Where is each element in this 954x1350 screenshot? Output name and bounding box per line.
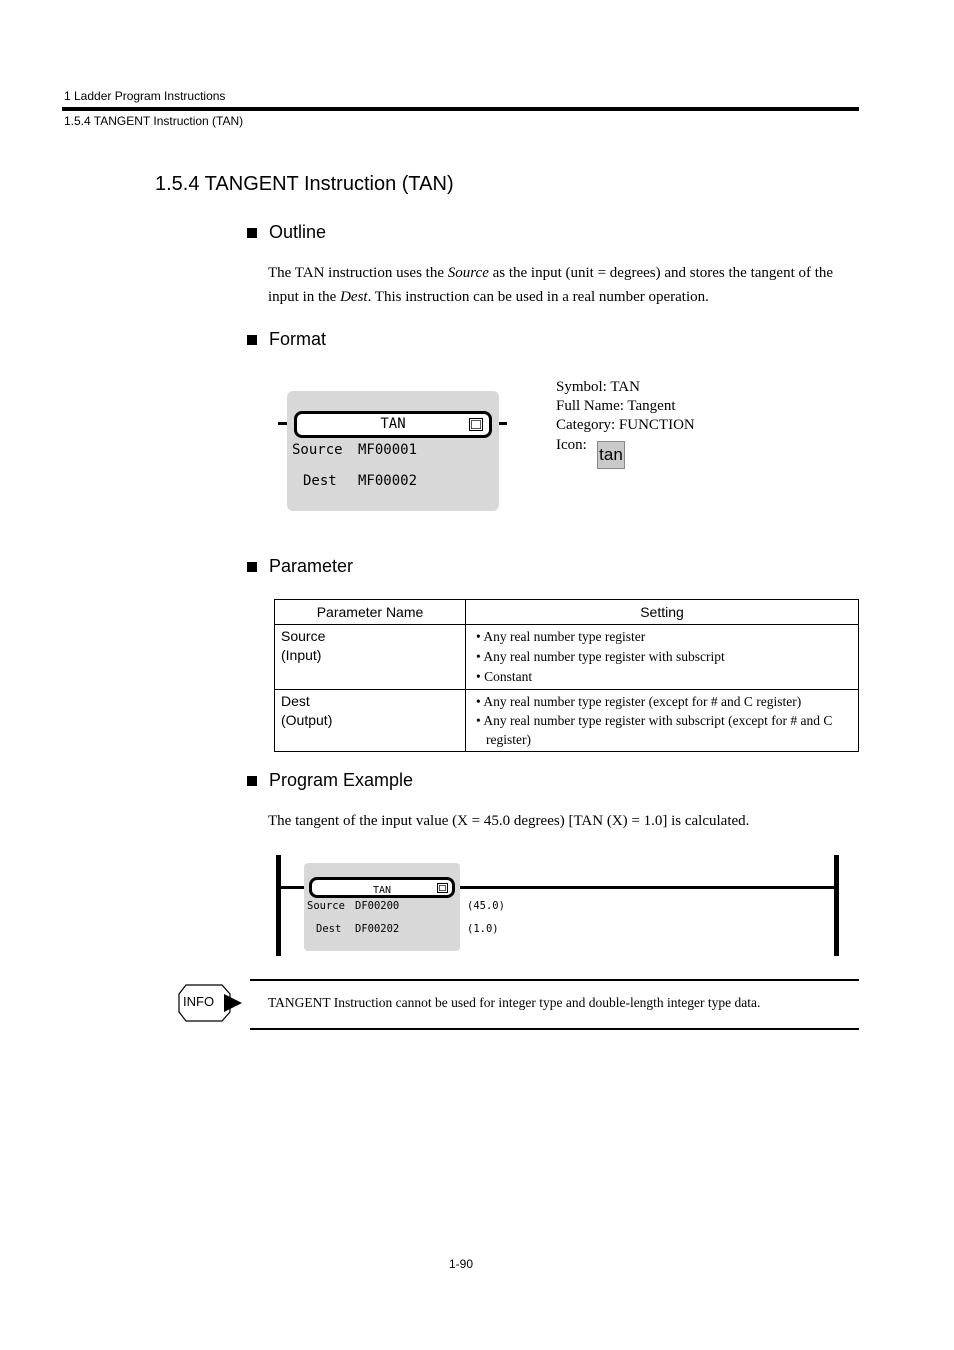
setting-item: • Any real number type register with subscript (476, 649, 725, 664)
running-header-chapter: 1 Ladder Program Instructions (64, 89, 226, 103)
info-top-rule (250, 979, 859, 981)
param-direction: (Input) (281, 647, 322, 663)
symbol-line: Symbol: TAN (556, 379, 640, 395)
program-example-heading (247, 770, 413, 791)
rung-line-right (452, 886, 834, 889)
tan-function-block (287, 391, 499, 511)
column-header-name: Parameter Name (275, 600, 466, 625)
left-power-rail (276, 855, 281, 956)
table-row (275, 690, 859, 752)
source-monitor-value: (45.0) (467, 900, 505, 912)
setting-item: • Any real number type register (476, 629, 646, 644)
running-header-section: 1.5.4 TANGENT Instruction (TAN) (64, 114, 244, 128)
outline-text: The TAN instruction uses the (268, 265, 448, 281)
square-bullet-icon (247, 335, 257, 345)
function-header-bar (309, 877, 455, 898)
info-badge (178, 984, 244, 1022)
source-label: Source (292, 442, 343, 458)
source-register: DF00200 (355, 900, 400, 912)
full-name-line: Full Name: Tangent (556, 398, 676, 414)
function-icon (469, 418, 483, 431)
section-title: 1.5.4 TANGENT Instruction (TAN) (155, 173, 454, 195)
source-term: Source (447, 265, 489, 281)
dest-monitor-value: (1.0) (467, 923, 499, 935)
setting-item: • Constant (476, 669, 533, 684)
function-header-bar (294, 411, 492, 438)
table-header-row (275, 600, 859, 625)
function-name: TAN (372, 885, 392, 896)
info-badge-text: INFO (183, 994, 215, 1009)
dest-term: Dest (340, 289, 368, 305)
info-text: TANGENT Instruction cannot be used for integer type and double-length integer type data. (268, 995, 761, 1010)
icon-label: Icon: (556, 437, 587, 453)
dest-register: MF00002 (358, 473, 418, 489)
source-label: Source (307, 900, 345, 912)
square-bullet-icon (247, 562, 257, 572)
outline-heading-text: Outline (269, 222, 327, 242)
parameter-table (274, 599, 859, 752)
param-name: Dest (281, 693, 310, 709)
outline-text: . This instruction can be used in a real number operation. (367, 289, 709, 305)
outline-paragraph (268, 261, 860, 309)
format-heading-text: Format (269, 329, 327, 349)
outline-heading (247, 222, 326, 243)
info-bottom-rule (250, 1028, 859, 1030)
param-setting-cell (466, 690, 859, 752)
table-row (275, 625, 859, 690)
parameter-heading (247, 556, 353, 577)
function-icon (437, 883, 448, 893)
setting-item: • Any real number type register (except for # and C register) (476, 694, 802, 709)
program-example-text: The tangent of the input value (X = 45.0 degrees) [TAN (X) = 1.0] is calculated. (268, 813, 750, 829)
page-number: 1-90 (449, 1257, 474, 1271)
outline-text: as the input (unit = degrees) and stores the tangent of the input in the (268, 265, 834, 305)
param-name: Source (281, 628, 326, 644)
format-heading (247, 329, 326, 350)
source-register: MF00001 (358, 442, 418, 458)
square-bullet-icon (247, 776, 257, 786)
right-power-rail (834, 855, 839, 956)
tan-icon: tan (597, 441, 625, 469)
parameter-heading-text: Parameter (269, 556, 354, 576)
column-header-setting: Setting (466, 600, 859, 625)
dest-label: Dest (303, 473, 337, 489)
square-bullet-icon (247, 228, 257, 238)
param-name-cell (275, 625, 466, 690)
param-setting-cell (466, 625, 859, 690)
category-line: Category: FUNCTION (556, 417, 695, 433)
param-direction: (Output) (281, 712, 333, 728)
function-name: TAN (380, 416, 406, 432)
dest-label: Dest (316, 923, 342, 935)
param-name-cell (275, 690, 466, 752)
header-rule (62, 107, 859, 111)
program-example-heading-text: Program Example (269, 770, 414, 790)
setting-item: • Any real number type register with subscript (except for # and C register) (476, 713, 833, 747)
dest-register: DF00202 (355, 923, 400, 935)
tan-program-block (304, 863, 460, 951)
